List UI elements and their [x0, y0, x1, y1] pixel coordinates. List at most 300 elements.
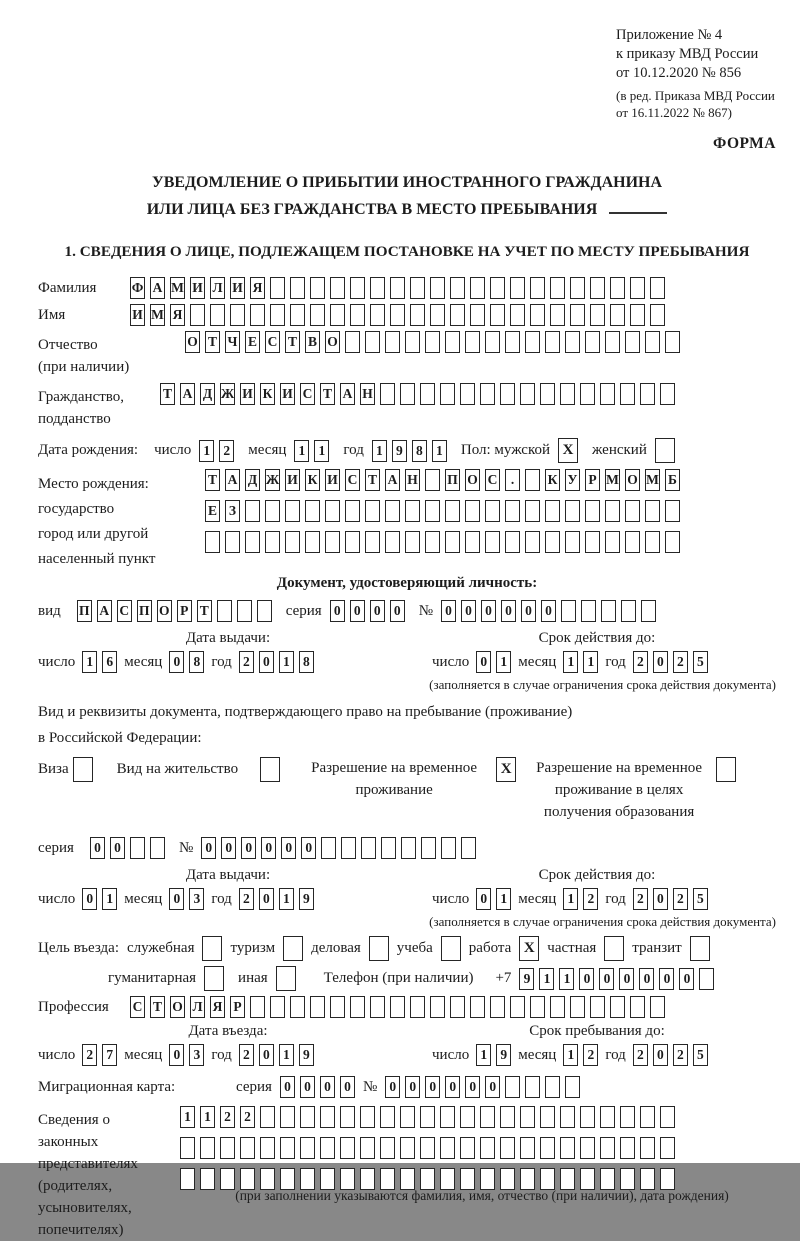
- char-cell[interactable]: [585, 500, 600, 522]
- char-cell[interactable]: Я: [170, 304, 185, 326]
- char-cell[interactable]: 1: [559, 968, 574, 990]
- char-cell[interactable]: Я: [210, 996, 225, 1018]
- char-cell[interactable]: [650, 304, 665, 326]
- char-cell[interactable]: [620, 1106, 635, 1128]
- char-cell[interactable]: [245, 500, 260, 522]
- char-cell[interactable]: [265, 500, 280, 522]
- char-cell[interactable]: [570, 277, 585, 299]
- char-cell[interactable]: Р: [585, 469, 600, 491]
- char-cell[interactable]: 1: [102, 888, 117, 910]
- char-cell[interactable]: [465, 531, 480, 553]
- char-cell[interactable]: 0: [425, 1076, 440, 1098]
- char-cell[interactable]: [505, 331, 520, 353]
- char-cell[interactable]: 0: [201, 837, 216, 859]
- char-cell[interactable]: [381, 837, 396, 859]
- char-cell[interactable]: 1: [314, 440, 329, 462]
- char-cell[interactable]: 5: [693, 888, 708, 910]
- char-cell[interactable]: 9: [299, 888, 314, 910]
- char-cell[interactable]: [640, 383, 655, 405]
- char-cell[interactable]: [285, 500, 300, 522]
- char-cell[interactable]: [600, 1106, 615, 1128]
- char-cell[interactable]: А: [150, 277, 165, 299]
- char-cell[interactable]: 2: [239, 888, 254, 910]
- char-cell[interactable]: Б: [665, 469, 680, 491]
- char-cell[interactable]: .: [505, 469, 520, 491]
- char-cell[interactable]: [530, 996, 545, 1018]
- char-cell[interactable]: [500, 1137, 515, 1159]
- char-cell[interactable]: [699, 968, 714, 990]
- char-cell[interactable]: Т: [197, 600, 212, 622]
- purpose-study-checkbox[interactable]: [441, 936, 461, 961]
- char-cell[interactable]: 0: [653, 1044, 668, 1066]
- char-cell[interactable]: [390, 277, 405, 299]
- char-cell[interactable]: [405, 531, 420, 553]
- char-cell[interactable]: [440, 383, 455, 405]
- char-cell[interactable]: [445, 531, 460, 553]
- char-cell[interactable]: [270, 304, 285, 326]
- char-cell[interactable]: 0: [476, 888, 491, 910]
- char-cell[interactable]: [385, 500, 400, 522]
- char-cell[interactable]: [340, 1106, 355, 1128]
- char-cell[interactable]: [420, 383, 435, 405]
- char-cell[interactable]: 0: [370, 600, 385, 622]
- char-cell[interactable]: [465, 331, 480, 353]
- char-cell[interactable]: [345, 500, 360, 522]
- char-cell[interactable]: [480, 1168, 495, 1190]
- char-cell[interactable]: 0: [385, 1076, 400, 1098]
- char-cell[interactable]: [450, 996, 465, 1018]
- char-cell[interactable]: [410, 996, 425, 1018]
- char-cell[interactable]: [440, 1137, 455, 1159]
- char-cell[interactable]: 1: [583, 651, 598, 673]
- char-cell[interactable]: И: [280, 383, 295, 405]
- char-cell[interactable]: 2: [673, 888, 688, 910]
- char-cell[interactable]: [550, 996, 565, 1018]
- char-cell[interactable]: 0: [320, 1076, 335, 1098]
- char-cell[interactable]: [360, 1168, 375, 1190]
- char-cell[interactable]: [460, 1168, 475, 1190]
- char-cell[interactable]: Я: [250, 277, 265, 299]
- char-cell[interactable]: 0: [169, 1044, 184, 1066]
- char-cell[interactable]: [270, 277, 285, 299]
- char-cell[interactable]: А: [225, 469, 240, 491]
- char-cell[interactable]: [660, 383, 675, 405]
- char-cell[interactable]: 2: [633, 651, 648, 673]
- char-cell[interactable]: [257, 600, 272, 622]
- char-cell[interactable]: [600, 1168, 615, 1190]
- char-cell[interactable]: [525, 331, 540, 353]
- char-cell[interactable]: [610, 304, 625, 326]
- char-cell[interactable]: 0: [301, 837, 316, 859]
- char-cell[interactable]: [581, 600, 596, 622]
- char-cell[interactable]: [365, 531, 380, 553]
- char-cell[interactable]: 1: [200, 1106, 215, 1128]
- char-cell[interactable]: С: [485, 469, 500, 491]
- char-cell[interactable]: [405, 331, 420, 353]
- char-cell[interactable]: [400, 1106, 415, 1128]
- char-cell[interactable]: [580, 383, 595, 405]
- char-cell[interactable]: 1: [539, 968, 554, 990]
- char-cell[interactable]: 1: [199, 440, 214, 462]
- char-cell[interactable]: [620, 1168, 635, 1190]
- char-cell[interactable]: [565, 1076, 580, 1098]
- char-cell[interactable]: 1: [563, 1044, 578, 1066]
- char-cell[interactable]: 0: [619, 968, 634, 990]
- char-cell[interactable]: [500, 1168, 515, 1190]
- char-cell[interactable]: [605, 331, 620, 353]
- char-cell[interactable]: [490, 277, 505, 299]
- char-cell[interactable]: [565, 500, 580, 522]
- char-cell[interactable]: [360, 1137, 375, 1159]
- char-cell[interactable]: [560, 1168, 575, 1190]
- char-cell[interactable]: [480, 1106, 495, 1128]
- char-cell[interactable]: К: [545, 469, 560, 491]
- char-cell[interactable]: [510, 304, 525, 326]
- char-cell[interactable]: 0: [82, 888, 97, 910]
- char-cell[interactable]: 0: [405, 1076, 420, 1098]
- purpose-work-checkbox[interactable]: X: [519, 936, 539, 961]
- char-cell[interactable]: [325, 500, 340, 522]
- char-cell[interactable]: [340, 1168, 355, 1190]
- char-cell[interactable]: М: [150, 304, 165, 326]
- char-cell[interactable]: [205, 531, 220, 553]
- char-cell[interactable]: 0: [485, 1076, 500, 1098]
- char-cell[interactable]: Т: [150, 996, 165, 1018]
- char-cell[interactable]: 0: [445, 1076, 460, 1098]
- char-cell[interactable]: [320, 1137, 335, 1159]
- char-cell[interactable]: С: [130, 996, 145, 1018]
- char-cell[interactable]: [525, 1076, 540, 1098]
- char-cell[interactable]: [605, 531, 620, 553]
- char-cell[interactable]: [350, 277, 365, 299]
- char-cell[interactable]: [310, 304, 325, 326]
- char-cell[interactable]: 0: [259, 1044, 274, 1066]
- char-cell[interactable]: 9: [392, 440, 407, 462]
- char-cell[interactable]: 1: [82, 651, 97, 673]
- char-cell[interactable]: 0: [465, 1076, 480, 1098]
- char-cell[interactable]: 0: [599, 968, 614, 990]
- char-cell[interactable]: [280, 1168, 295, 1190]
- char-cell[interactable]: 0: [659, 968, 674, 990]
- char-cell[interactable]: Д: [245, 469, 260, 491]
- char-cell[interactable]: [430, 996, 445, 1018]
- char-cell[interactable]: А: [385, 469, 400, 491]
- char-cell[interactable]: Н: [405, 469, 420, 491]
- char-cell[interactable]: [225, 531, 240, 553]
- char-cell[interactable]: 0: [330, 600, 345, 622]
- char-cell[interactable]: 0: [541, 600, 556, 622]
- char-cell[interactable]: [660, 1168, 675, 1190]
- char-cell[interactable]: [650, 277, 665, 299]
- char-cell[interactable]: 0: [110, 837, 125, 859]
- char-cell[interactable]: [305, 531, 320, 553]
- char-cell[interactable]: 2: [673, 651, 688, 673]
- char-cell[interactable]: [570, 304, 585, 326]
- char-cell[interactable]: [350, 996, 365, 1018]
- char-cell[interactable]: [325, 531, 340, 553]
- char-cell[interactable]: [420, 1106, 435, 1128]
- char-cell[interactable]: [390, 996, 405, 1018]
- char-cell[interactable]: [130, 837, 145, 859]
- char-cell[interactable]: И: [240, 383, 255, 405]
- char-cell[interactable]: Ф: [130, 277, 145, 299]
- char-cell[interactable]: 1: [476, 1044, 491, 1066]
- char-cell[interactable]: М: [605, 469, 620, 491]
- char-cell[interactable]: [250, 304, 265, 326]
- char-cell[interactable]: [200, 1137, 215, 1159]
- char-cell[interactable]: А: [97, 600, 112, 622]
- char-cell[interactable]: И: [130, 304, 145, 326]
- char-cell[interactable]: [660, 1137, 675, 1159]
- char-cell[interactable]: [620, 1137, 635, 1159]
- char-cell[interactable]: 0: [169, 651, 184, 673]
- char-cell[interactable]: Т: [205, 331, 220, 353]
- char-cell[interactable]: [461, 837, 476, 859]
- char-cell[interactable]: С: [265, 331, 280, 353]
- char-cell[interactable]: 8: [189, 651, 204, 673]
- char-cell[interactable]: [610, 996, 625, 1018]
- char-cell[interactable]: [330, 277, 345, 299]
- char-cell[interactable]: [490, 996, 505, 1018]
- char-cell[interactable]: 2: [583, 888, 598, 910]
- char-cell[interactable]: [217, 600, 232, 622]
- char-cell[interactable]: [285, 531, 300, 553]
- char-cell[interactable]: [365, 331, 380, 353]
- char-cell[interactable]: 5: [693, 1044, 708, 1066]
- char-cell[interactable]: 0: [261, 837, 276, 859]
- char-cell[interactable]: [400, 383, 415, 405]
- char-cell[interactable]: [530, 277, 545, 299]
- char-cell[interactable]: [560, 1106, 575, 1128]
- char-cell[interactable]: [237, 600, 252, 622]
- char-cell[interactable]: [565, 531, 580, 553]
- char-cell[interactable]: И: [325, 469, 340, 491]
- char-cell[interactable]: [485, 531, 500, 553]
- char-cell[interactable]: [620, 383, 635, 405]
- char-cell[interactable]: [370, 304, 385, 326]
- char-cell[interactable]: [330, 304, 345, 326]
- char-cell[interactable]: [600, 383, 615, 405]
- char-cell[interactable]: [440, 1168, 455, 1190]
- char-cell[interactable]: [630, 996, 645, 1018]
- char-cell[interactable]: О: [157, 600, 172, 622]
- purpose-official-checkbox[interactable]: [202, 936, 222, 961]
- purpose-other-checkbox[interactable]: [276, 966, 296, 991]
- visa-checkbox[interactable]: [73, 757, 93, 782]
- char-cell[interactable]: И: [285, 469, 300, 491]
- char-cell[interactable]: Л: [210, 277, 225, 299]
- char-cell[interactable]: 7: [102, 1044, 117, 1066]
- char-cell[interactable]: [320, 1106, 335, 1128]
- char-cell[interactable]: Ж: [265, 469, 280, 491]
- purpose-business-checkbox[interactable]: [369, 936, 389, 961]
- char-cell[interactable]: О: [185, 331, 200, 353]
- char-cell[interactable]: 0: [679, 968, 694, 990]
- char-cell[interactable]: [340, 1137, 355, 1159]
- char-cell[interactable]: Р: [177, 600, 192, 622]
- char-cell[interactable]: [540, 1137, 555, 1159]
- char-cell[interactable]: С: [300, 383, 315, 405]
- char-cell[interactable]: 8: [299, 651, 314, 673]
- char-cell[interactable]: Д: [200, 383, 215, 405]
- char-cell[interactable]: 1: [372, 440, 387, 462]
- temp-residence-checkbox[interactable]: X: [496, 757, 516, 782]
- char-cell[interactable]: [520, 1137, 535, 1159]
- char-cell[interactable]: [305, 500, 320, 522]
- char-cell[interactable]: [590, 304, 605, 326]
- char-cell[interactable]: [380, 383, 395, 405]
- char-cell[interactable]: 9: [299, 1044, 314, 1066]
- char-cell[interactable]: [540, 383, 555, 405]
- char-cell[interactable]: 0: [281, 837, 296, 859]
- char-cell[interactable]: [180, 1168, 195, 1190]
- char-cell[interactable]: [230, 304, 245, 326]
- char-cell[interactable]: [460, 1137, 475, 1159]
- char-cell[interactable]: [550, 304, 565, 326]
- char-cell[interactable]: 0: [461, 600, 476, 622]
- char-cell[interactable]: [480, 383, 495, 405]
- char-cell[interactable]: [625, 531, 640, 553]
- char-cell[interactable]: А: [340, 383, 355, 405]
- char-cell[interactable]: [550, 277, 565, 299]
- char-cell[interactable]: Ж: [220, 383, 235, 405]
- char-cell[interactable]: [260, 1137, 275, 1159]
- char-cell[interactable]: [440, 1106, 455, 1128]
- char-cell[interactable]: [290, 996, 305, 1018]
- char-cell[interactable]: 1: [279, 1044, 294, 1066]
- char-cell[interactable]: [240, 1168, 255, 1190]
- char-cell[interactable]: 0: [221, 837, 236, 859]
- char-cell[interactable]: 0: [259, 888, 274, 910]
- char-cell[interactable]: [570, 996, 585, 1018]
- char-cell[interactable]: 0: [300, 1076, 315, 1098]
- char-cell[interactable]: [210, 304, 225, 326]
- char-cell[interactable]: 1: [432, 440, 447, 462]
- char-cell[interactable]: Н: [360, 383, 375, 405]
- char-cell[interactable]: [605, 500, 620, 522]
- char-cell[interactable]: [610, 277, 625, 299]
- char-cell[interactable]: 0: [169, 888, 184, 910]
- char-cell[interactable]: [510, 277, 525, 299]
- char-cell[interactable]: [665, 331, 680, 353]
- char-cell[interactable]: 0: [241, 837, 256, 859]
- char-cell[interactable]: [280, 1106, 295, 1128]
- char-cell[interactable]: Е: [245, 331, 260, 353]
- char-cell[interactable]: А: [180, 383, 195, 405]
- char-cell[interactable]: [640, 1168, 655, 1190]
- char-cell[interactable]: [321, 837, 336, 859]
- char-cell[interactable]: Л: [190, 996, 205, 1018]
- char-cell[interactable]: [641, 600, 656, 622]
- char-cell[interactable]: [625, 500, 640, 522]
- char-cell[interactable]: М: [170, 277, 185, 299]
- char-cell[interactable]: [390, 304, 405, 326]
- char-cell[interactable]: [280, 1137, 295, 1159]
- char-cell[interactable]: Ч: [225, 331, 240, 353]
- char-cell[interactable]: [400, 1168, 415, 1190]
- char-cell[interactable]: 0: [476, 651, 491, 673]
- char-cell[interactable]: [580, 1137, 595, 1159]
- char-cell[interactable]: 0: [653, 888, 668, 910]
- char-cell[interactable]: 3: [189, 1044, 204, 1066]
- char-cell[interactable]: [310, 277, 325, 299]
- char-cell[interactable]: [320, 1168, 335, 1190]
- char-cell[interactable]: 9: [496, 1044, 511, 1066]
- char-cell[interactable]: [345, 531, 360, 553]
- char-cell[interactable]: [601, 600, 616, 622]
- char-cell[interactable]: [520, 1106, 535, 1128]
- purpose-tourism-checkbox[interactable]: [283, 936, 303, 961]
- char-cell[interactable]: 1: [279, 651, 294, 673]
- char-cell[interactable]: 2: [583, 1044, 598, 1066]
- char-cell[interactable]: 2: [633, 888, 648, 910]
- char-cell[interactable]: [265, 531, 280, 553]
- char-cell[interactable]: [260, 1106, 275, 1128]
- char-cell[interactable]: [425, 469, 440, 491]
- char-cell[interactable]: [300, 1168, 315, 1190]
- char-cell[interactable]: [240, 1137, 255, 1159]
- char-cell[interactable]: М: [645, 469, 660, 491]
- char-cell[interactable]: К: [305, 469, 320, 491]
- char-cell[interactable]: [600, 1137, 615, 1159]
- edu-residence-checkbox[interactable]: [716, 757, 736, 782]
- char-cell[interactable]: [580, 1168, 595, 1190]
- char-cell[interactable]: [505, 531, 520, 553]
- char-cell[interactable]: 0: [579, 968, 594, 990]
- purpose-private-checkbox[interactable]: [604, 936, 624, 961]
- char-cell[interactable]: [500, 383, 515, 405]
- char-cell[interactable]: [450, 304, 465, 326]
- char-cell[interactable]: 1: [279, 888, 294, 910]
- char-cell[interactable]: И: [190, 277, 205, 299]
- char-cell[interactable]: [150, 837, 165, 859]
- char-cell[interactable]: 0: [521, 600, 536, 622]
- char-cell[interactable]: Р: [230, 996, 245, 1018]
- char-cell[interactable]: 1: [180, 1106, 195, 1128]
- char-cell[interactable]: [300, 1137, 315, 1159]
- char-cell[interactable]: [345, 331, 360, 353]
- char-cell[interactable]: [490, 304, 505, 326]
- char-cell[interactable]: [400, 1137, 415, 1159]
- char-cell[interactable]: [430, 304, 445, 326]
- char-cell[interactable]: [470, 304, 485, 326]
- char-cell[interactable]: [561, 600, 576, 622]
- char-cell[interactable]: [425, 331, 440, 353]
- char-cell[interactable]: С: [345, 469, 360, 491]
- char-cell[interactable]: В: [305, 331, 320, 353]
- char-cell[interactable]: 0: [441, 600, 456, 622]
- char-cell[interactable]: 1: [563, 651, 578, 673]
- char-cell[interactable]: [460, 1106, 475, 1128]
- char-cell[interactable]: 1: [563, 888, 578, 910]
- char-cell[interactable]: [410, 277, 425, 299]
- char-cell[interactable]: [270, 996, 285, 1018]
- char-cell[interactable]: [370, 996, 385, 1018]
- char-cell[interactable]: [380, 1168, 395, 1190]
- char-cell[interactable]: 2: [240, 1106, 255, 1128]
- char-cell[interactable]: [330, 996, 345, 1018]
- char-cell[interactable]: 8: [412, 440, 427, 462]
- char-cell[interactable]: [590, 996, 605, 1018]
- char-cell[interactable]: [580, 1106, 595, 1128]
- char-cell[interactable]: [640, 1137, 655, 1159]
- char-cell[interactable]: [645, 500, 660, 522]
- char-cell[interactable]: 1: [496, 651, 511, 673]
- char-cell[interactable]: 2: [673, 1044, 688, 1066]
- char-cell[interactable]: 2: [220, 1106, 235, 1128]
- char-cell[interactable]: П: [137, 600, 152, 622]
- char-cell[interactable]: [505, 500, 520, 522]
